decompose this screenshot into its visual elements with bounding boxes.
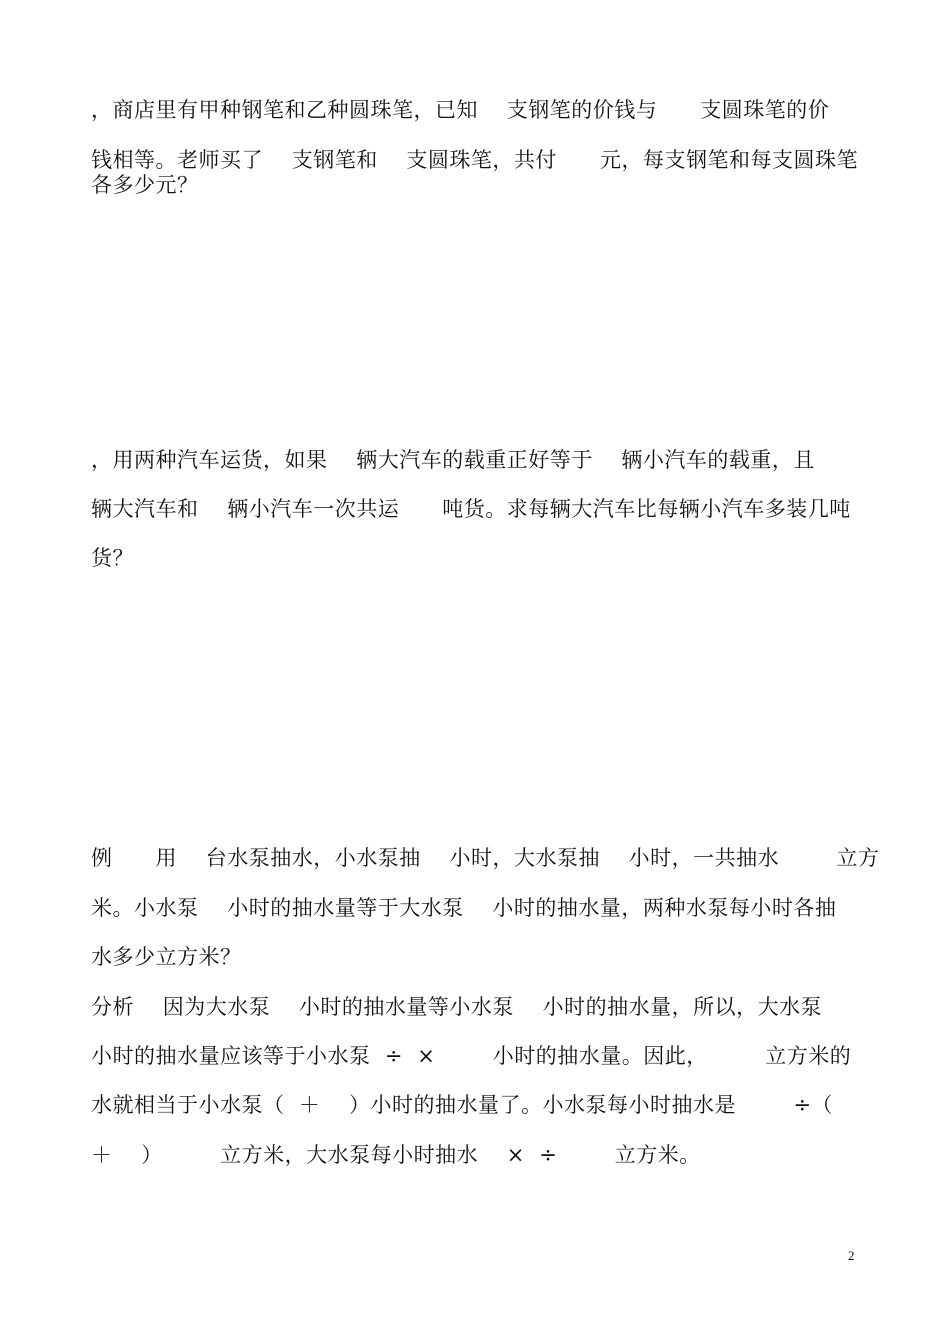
text-line: ＋ ） 立方米，大水泵每小时抽水 × ÷ 立方米。: [91, 1143, 701, 1167]
text-line: 分析 因为大水泵 小时的抽水量等小水泵 小时的抽水量，所以，大水泵: [91, 995, 823, 1019]
page-number: 2: [848, 1248, 855, 1263]
text-line: 例 用 台水泵抽水，小水泵抽 小时，大水泵抽 小时，一共抽水 立方: [91, 846, 880, 870]
text-line: 小时的抽水量应该等于小水泵 ÷ × 小时的抽水量。因此， 立方米的: [91, 1044, 852, 1068]
text-line: 货？: [91, 546, 134, 570]
text-line: 水多少立方米？: [91, 945, 242, 969]
text-line: 钱相等。老师买了 支钢笔和 支圆珠笔，共付 元，每支钢笔和每支圆珠笔: [91, 148, 858, 172]
text-line: 米。小水泵 小时的抽水量等于大水泵 小时的抽水量，两种水泵每小时各抽: [91, 896, 837, 920]
text-line: ，商店里有甲种钢笔和乙种圆珠笔，已知 支钢笔的价钱与 支圆珠笔的价: [91, 98, 830, 122]
text-line: 水就相当于小水泵（ ＋ ）小时的抽水量了。小水泵每小时抽水是 ÷（: [91, 1093, 834, 1117]
text-line: ，用两种汽车运货，如果 辆大汽车的载重正好等于 辆小汽车的载重，且: [91, 448, 815, 472]
text-line: 辆大汽车和 辆小汽车一次共运 吨货。求每辆大汽车比每辆小汽车多装几吨: [91, 497, 851, 521]
text-line: 各多少元？: [91, 173, 199, 197]
